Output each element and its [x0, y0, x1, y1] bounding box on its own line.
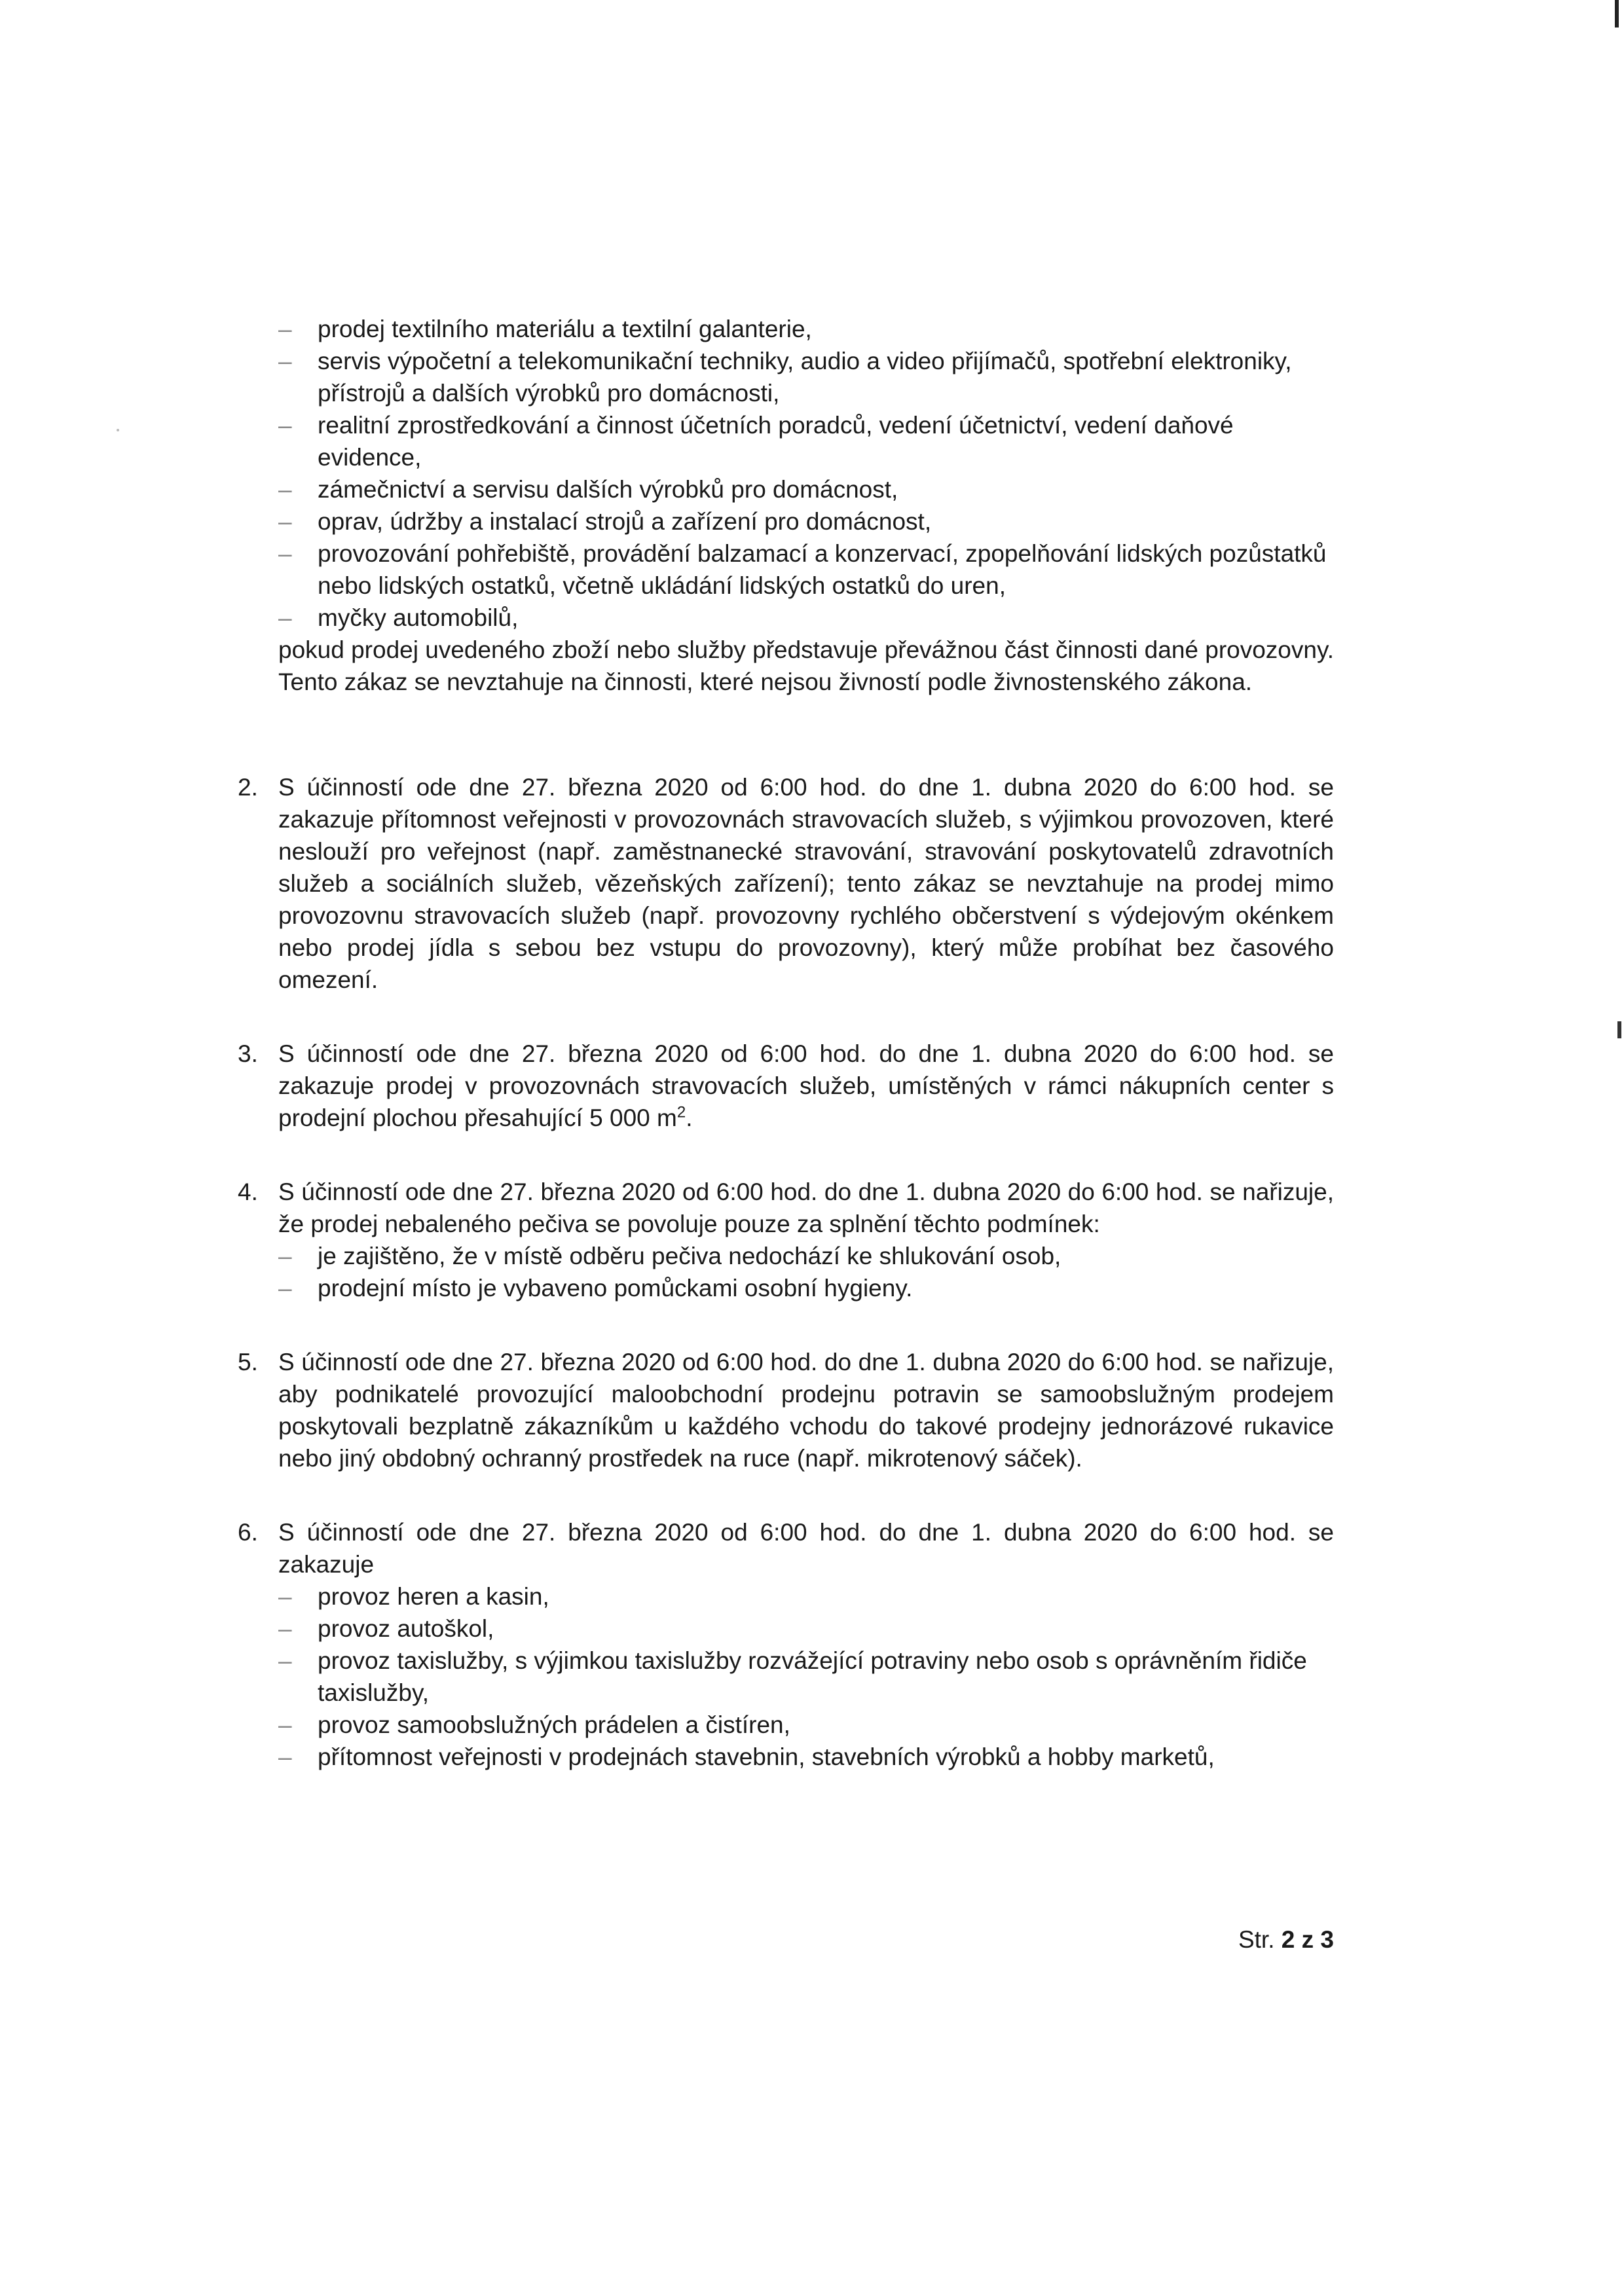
section-text: S účinností ode dne 27. března 2020 od 6:00 hod. do dne 1. dubna 2020 do 6:00 hod. se zakazuje přítomnost veřejnosti v provozovnách stravovacích služeb, s výjimkou provozoven, které neslouží pro veřejnost (např. zaměstnanecké stravování, stravování poskytovatelů zdravotních služeb a sociálních služeb, vězeňských zařízení); tento zákaz se nevztahuje na prodej mimo provozovnu stravovacích služeb (např. provozovny rychlého občerstvení s výdejovým okénkem nebo prodej jídla s sebou bez vstupu do provozovny), který může probíhat bez časového omezení. — [278, 774, 1334, 993]
page-number-current: 2 — [1281, 1926, 1295, 1953]
list-item: – provoz autoškol, — [278, 1613, 1334, 1645]
section-text — [278, 1038, 1334, 1134]
section-3 — [238, 1038, 1334, 1134]
business-list — [278, 313, 1334, 634]
list-item: – realitní zprostředkování a činnost účetních poradců, vedení účetnictví, vedení daňové evidence, — [278, 409, 1334, 473]
list-item: – servis výpočetní a telekomunikační techniky, audio a video přijímačů, spotřební elektroniky, přístrojů a dalších výrobků pro domácnosti, — [278, 345, 1334, 409]
section-number: 5. — [238, 1349, 258, 1376]
list-item: – přítomnost veřejnosti v prodejnách stavebnin, stavebních výrobků a hobby marketů, — [278, 1741, 1334, 1773]
section-2 — [238, 771, 1334, 996]
page-number-total: 3 — [1320, 1926, 1334, 1953]
list-item: – provoz samoobslužných prádelen a čistíren, — [278, 1709, 1334, 1741]
scan-speck — [117, 429, 119, 431]
list-item: – provoz heren a kasin, — [278, 1580, 1334, 1613]
page-number-prefix: Str. — [1238, 1926, 1275, 1953]
document-body — [238, 313, 1334, 1773]
list-item: – je zajištěno, že v místě odběru pečiva nedochází ke shlukování osob, — [278, 1240, 1334, 1272]
section-text: S účinností ode dne 27. března 2020 od 6:00 hod. do dne 1. dubna 2020 do 6:00 hod. se zakazuje — [278, 1519, 1334, 1578]
list-item: – zámečnictví a servisu dalších výrobků pro domácnost, — [278, 473, 1334, 505]
list-item: – prodej textilního materiálu a textilní galanterie, — [278, 313, 1334, 345]
scan-edge-mark — [1615, 0, 1619, 27]
section-number: 6. — [238, 1519, 258, 1546]
section-4 — [238, 1176, 1334, 1304]
list-item: – provoz taxislužby, s výjimkou taxislužby rozvážející potraviny nebo osob s oprávněním řidiče taxislužby, — [278, 1645, 1334, 1709]
section-text-end: . — [686, 1104, 693, 1131]
list-item: – myčky automobilů, — [278, 602, 1334, 634]
section-number: 2. — [238, 774, 258, 801]
condition-list — [278, 1240, 1334, 1304]
scan-edge-mark-lower — [1617, 1021, 1621, 1038]
list-item: – oprav, údržby a instalací strojů a zařízení pro domácnost, — [278, 505, 1334, 538]
section-5 — [238, 1346, 1334, 1474]
section-text: S účinností ode dne 27. března 2020 od 6:00 hod. do dne 1. dubna 2020 do 6:00 hod. se nařizuje, že prodej nebaleného pečiva se povoluje pouze za splnění těchto podmínek: — [278, 1178, 1334, 1237]
page-number-separator: z — [1301, 1926, 1314, 1953]
section-text: S účinností ode dne 27. března 2020 od 6:00 hod. do dne 1. dubna 2020 do 6:00 hod. se nařizuje, aby podnikatelé provozující maloobchodní prodejnu potravin se samoobslužným prodejem poskytovali bezplatně zákazníkům u každého vchodu do takové prodejny jednorázové rukavice nebo jiný obdobný ochranný prostředek na ruce (např. mikrotenový sáček). — [278, 1349, 1334, 1472]
page-number — [1238, 1926, 1334, 1954]
section-number: 4. — [238, 1178, 258, 1205]
section-text-main: S účinností ode dne 27. března 2020 od 6:00 hod. do dne 1. dubna 2020 do 6:00 hod. se zakazuje prodej v provozovnách stravovacích služeb, umístěných v rámci nákupních center s prodejní plochou přesahující 5 000 m — [278, 1040, 1334, 1131]
section-6 — [238, 1516, 1334, 1773]
list-item: – prodejní místo je vybaveno pomůckami osobní hygieny. — [278, 1272, 1334, 1304]
prohibition-list — [278, 1580, 1334, 1773]
superscript: 2 — [676, 1103, 686, 1121]
section-number: 3. — [238, 1040, 258, 1067]
list-trailing-paragraph: pokud prodej uvedeného zboží nebo služby představuje převážnou část činnosti dané provozovny. Tento zákaz se nevztahuje na činnosti, které nejsou živností podle živnostenského zákona. — [278, 636, 1334, 695]
list-item: – provozování pohřebiště, provádění balzamací a konzervací, zpopelňování lidských pozůstatků nebo lidských ostatků, včetně ukládání lidských ostatků do uren, — [278, 538, 1334, 602]
